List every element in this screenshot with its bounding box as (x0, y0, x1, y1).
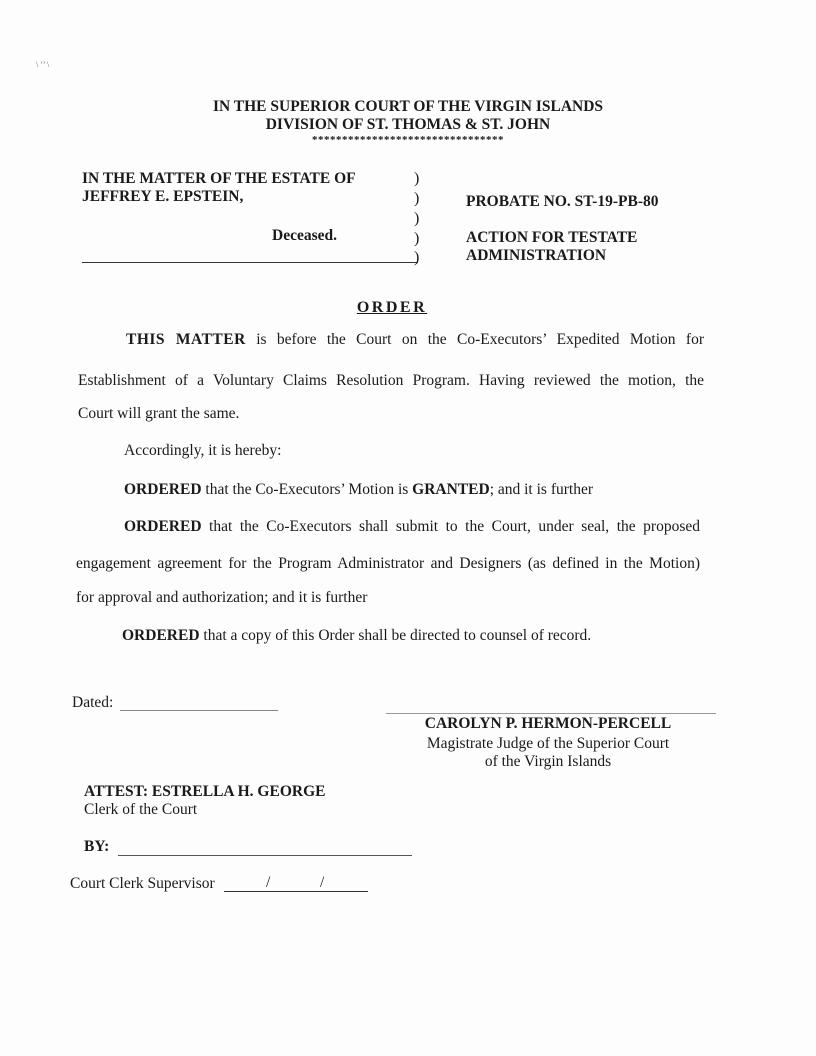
by-label: BY: (84, 838, 110, 855)
ordered-lead: ORDERED (124, 481, 202, 498)
probate-number: PROBATE NO. ST-19-PB-80 (466, 193, 659, 210)
judge-name: CAROLYN P. HERMON-PERCELL (424, 715, 672, 732)
judge-signature-line (386, 713, 716, 714)
caption-deceased: Deceased. (272, 227, 337, 244)
header-stars: ******************************** (312, 134, 504, 146)
paragraph-1-text: is before the Court on the Co-Executors’ Expedited Motion for (245, 331, 704, 348)
supervisor-date-line (224, 891, 368, 892)
order-3-text: that a copy of this Order shall be directed to counsel of record. (199, 627, 592, 644)
clerk-title: Clerk of the Court (84, 801, 198, 818)
action-line1: ACTION FOR TESTATE (466, 229, 638, 246)
accordingly-line: Accordingly, it is hereby: (124, 442, 282, 459)
order-3 (122, 627, 591, 645)
date-slash: / (266, 874, 271, 891)
paragraph-1-line3: Court will grant the same. (78, 405, 240, 422)
action-line2: ADMINISTRATION (466, 247, 607, 264)
caption-paren: ) (414, 249, 420, 266)
order-2-text: that the Co-Executors shall submit to the Court, under seal, the proposed (201, 518, 700, 535)
judge-title-line1: Magistrate Judge of the Superior Court (426, 735, 670, 752)
judge-title-line2: of the Virgin Islands (484, 753, 612, 770)
paragraph-1-line1 (126, 331, 704, 349)
order-2-line3: for approval and authorization; and it is further (76, 589, 368, 606)
order-2-line1 (124, 518, 700, 536)
dated-line (120, 710, 278, 711)
by-signature-line (118, 855, 412, 856)
caption-matter-line2: JEFFREY E. EPSTEIN, (82, 188, 244, 205)
this-matter-lead: THIS MATTER (126, 331, 246, 348)
order-1 (124, 481, 593, 499)
dated-label: Dated: (72, 694, 114, 711)
court-name: IN THE SUPERIOR COURT OF THE VIRGIN ISLANDS (212, 98, 604, 115)
caption-paren: ) (414, 190, 420, 207)
attest-line: ATTEST: ESTRELLA H. GEORGE (84, 783, 326, 800)
order-1-end: ; and it is further (489, 481, 593, 498)
caption-paren: ) (414, 210, 420, 227)
order-1-text: that the Co-Executors’ Motion is (201, 481, 413, 498)
date-slash: / (320, 874, 325, 891)
document-title: ORDER (356, 299, 428, 316)
scan-marks: \ ‘’ \ (36, 60, 50, 69)
ordered-lead: ORDERED (122, 627, 200, 644)
order-2-line2: engagement agreement for the Program Administrator and Designers (as defined in the Motion) (76, 555, 700, 572)
caption-paren: ) (414, 170, 420, 187)
granted-word: GRANTED (412, 481, 490, 498)
caption-paren: ) (414, 230, 420, 247)
paragraph-1-line2: Establishment of a Voluntary Claims Resolution Program. Having reviewed the motion, the (78, 372, 704, 389)
ordered-lead: ORDERED (124, 518, 202, 535)
court-division: DIVISION OF ST. THOMAS & ST. JOHN (265, 116, 551, 133)
caption-matter-line1: IN THE MATTER OF THE ESTATE OF (82, 170, 356, 187)
supervisor-label: Court Clerk Supervisor (70, 875, 215, 892)
caption-underline (82, 262, 418, 263)
